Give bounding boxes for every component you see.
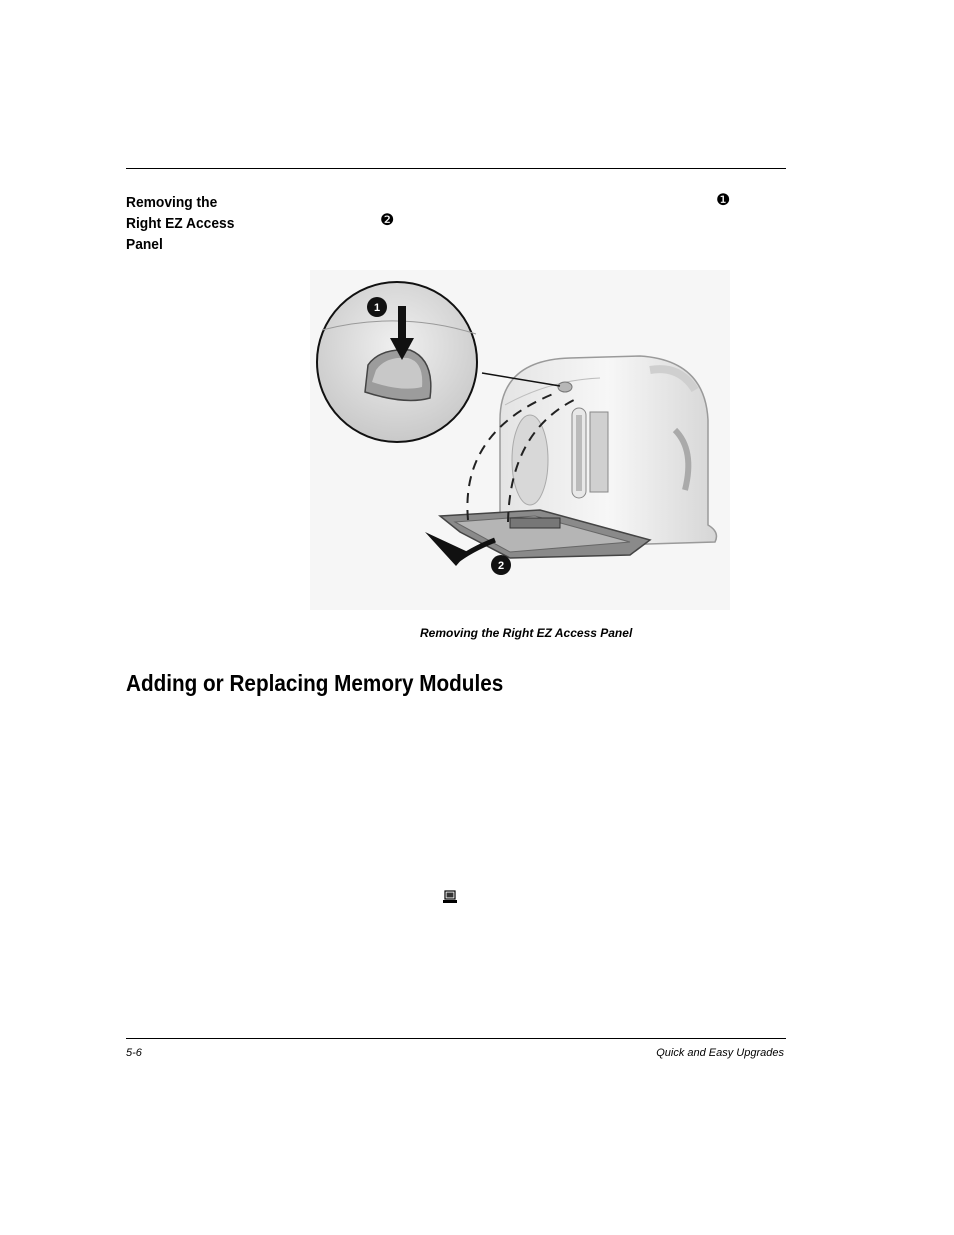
side-heading-line-1: Removing the [126, 194, 218, 211]
computer-icon [442, 889, 458, 905]
figure-callout-1: 1 [373, 302, 381, 314]
section-title: Adding or Replacing Memory Modules [126, 670, 504, 696]
illustration-svg [310, 270, 730, 610]
top-rule [126, 168, 786, 169]
page-number: 5-6 [126, 1047, 142, 1059]
figure-callout-2: 2 [497, 560, 505, 572]
side-heading-line-3: Panel [126, 236, 163, 253]
chapter-title: Quick and Easy Upgrades [656, 1047, 784, 1059]
side-heading-line-2: Right EZ Access [126, 215, 235, 232]
zoom-circle [317, 282, 477, 442]
bottom-rule [126, 1038, 786, 1039]
inline-callout-1: ❶ [716, 192, 731, 209]
figure-caption: Removing the Right EZ Access Panel [420, 626, 633, 640]
side-heading [126, 192, 264, 255]
inline-callout-2: ❷ [380, 212, 395, 229]
panel-removal-illustration [310, 270, 730, 610]
